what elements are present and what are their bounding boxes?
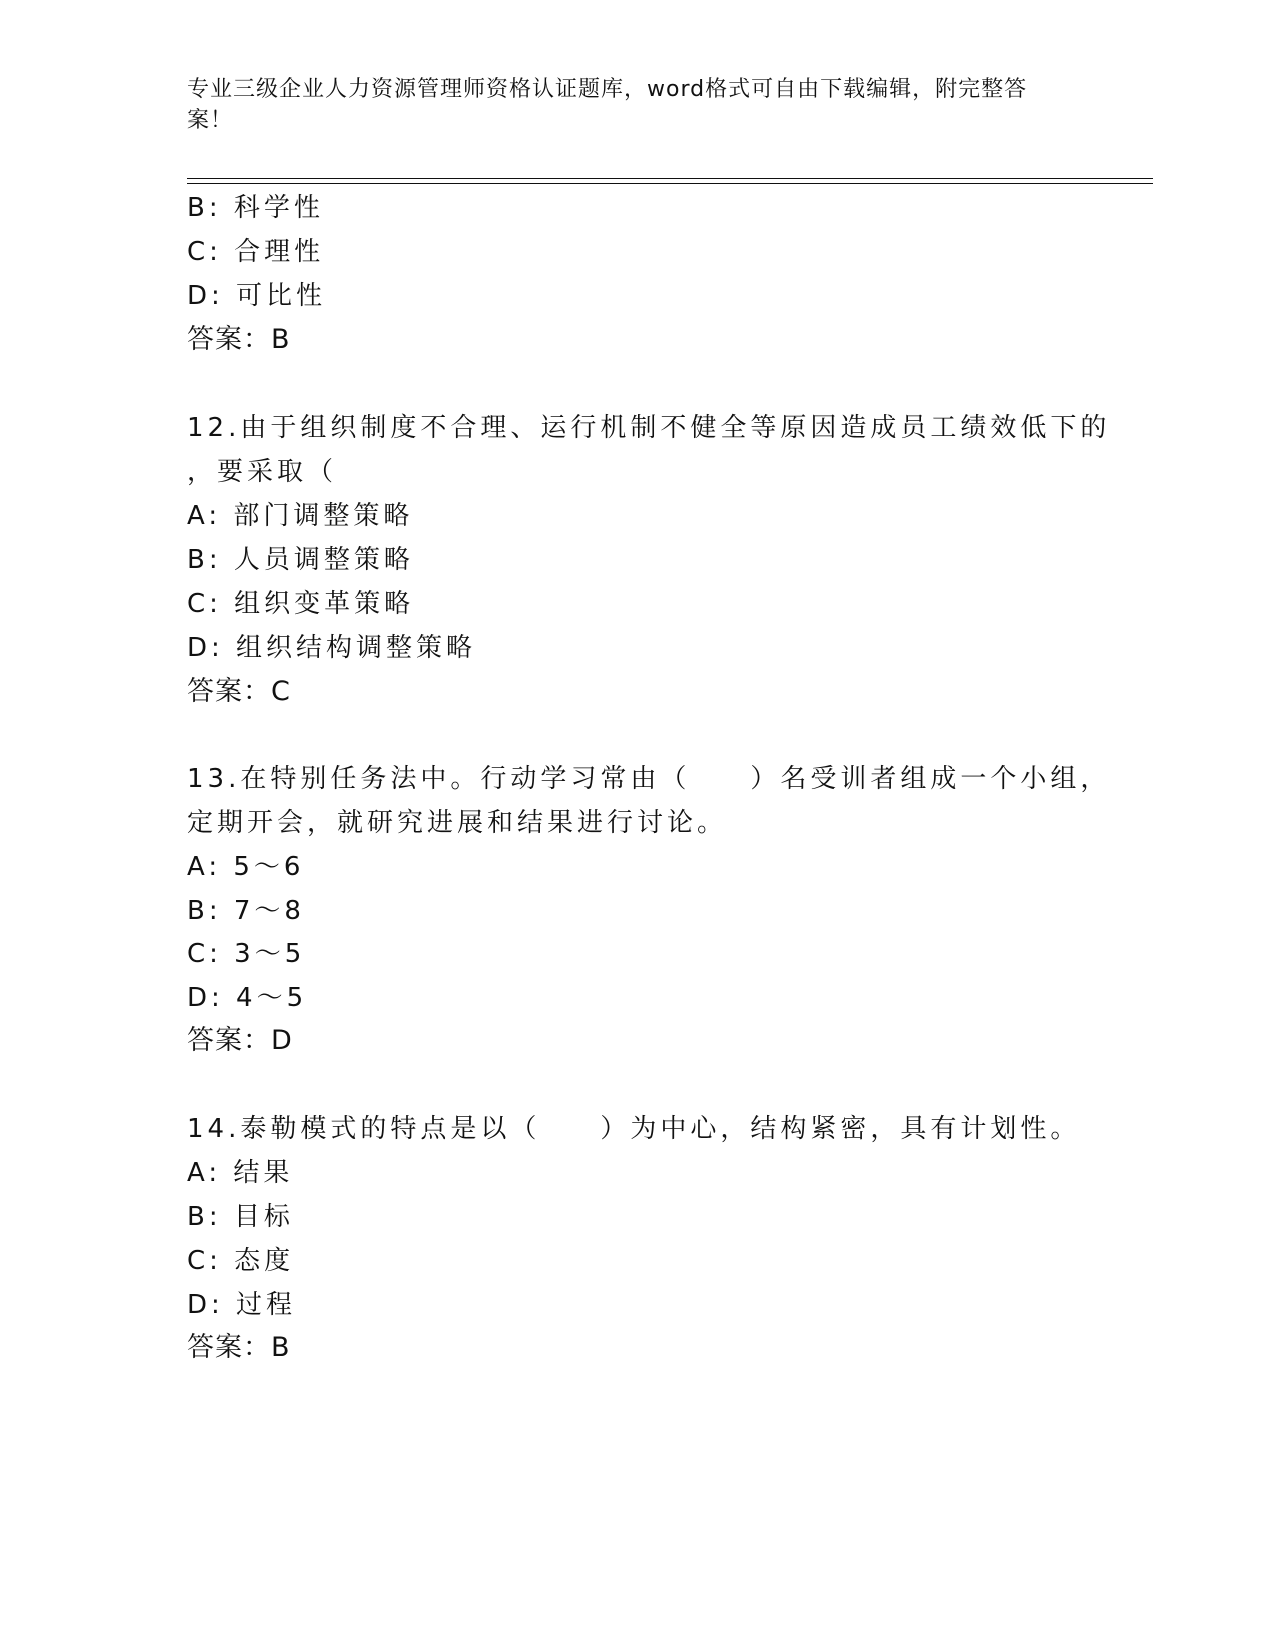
question-12-option-d: D: 组织结构调整策略	[187, 633, 477, 663]
page-header-text: 专业三级企业人力资源管理师资格认证题库，word格式可自由下载编辑，附完整答案！	[187, 77, 1028, 133]
question-13-option-b: B: 7～8	[187, 896, 305, 926]
option-c: C: 合理性	[187, 237, 325, 267]
question-13-stem: 13.在特别任务法中。行动学习常由（ ）名受训者组成一个小组，	[187, 764, 1111, 794]
question-14-option-a: A: 结果	[187, 1158, 294, 1188]
option-d: D: 可比性	[187, 281, 327, 311]
question-14-option-b: B: 目标	[187, 1202, 294, 1232]
question-13-option-a: A: 5～6	[187, 852, 305, 882]
question-12-option-c: C: 组织变革策略	[187, 589, 415, 619]
question-12-stem-cont: ，要采取（	[187, 457, 338, 487]
question-13-stem-cont: 定期开会，就研究进展和结果进行讨论。	[187, 808, 728, 838]
question-13-option-d: D: 4～5	[187, 983, 308, 1013]
option-b: B: 科学性	[187, 193, 324, 223]
question-14-option-d: D: 过程	[187, 1290, 297, 1320]
question-12-stem: 12.由于组织制度不合理、运行机制不健全等原因造成员工绩效低下的	[187, 413, 1111, 443]
question-12-option-b: B: 人员调整策略	[187, 545, 414, 575]
question-14-answer: 答案：B	[187, 1332, 291, 1363]
question-12-answer: 答案：C	[187, 676, 291, 707]
question-13-answer: 答案：D	[187, 1025, 293, 1056]
question-13-option-c: C: 3～5	[187, 939, 306, 969]
header-divider-top	[187, 178, 1153, 179]
header-divider-bottom	[187, 183, 1153, 184]
question-14-option-c: C: 态度	[187, 1246, 295, 1276]
question-12-option-a: A: 部门调整策略	[187, 501, 414, 531]
answer-line: 答案：B	[187, 324, 291, 355]
question-14-stem: 14.泰勒模式的特点是以（ ）为中心，结构紧密，具有计划性。	[187, 1114, 1081, 1144]
